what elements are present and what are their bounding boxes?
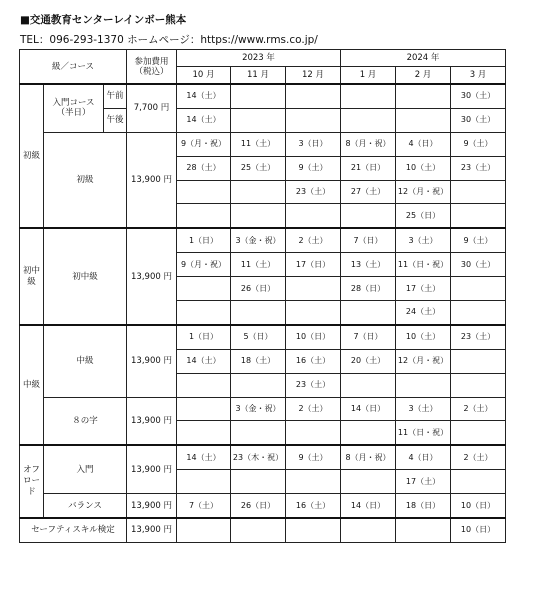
date-cell: 23（土） (451, 156, 506, 180)
date-cell (286, 301, 341, 325)
date-cell: 18（土） (231, 349, 286, 373)
course-name: 入門 (44, 445, 127, 493)
date-cell: 28（土） (177, 156, 231, 180)
month-header: 2 月 (396, 67, 451, 85)
date-cell (231, 204, 286, 228)
date-cell: 7（日） (341, 228, 396, 252)
date-cell: 14（日） (341, 494, 396, 518)
fee-header (127, 50, 177, 85)
date-cell: 1（日） (177, 325, 231, 349)
date-cell (451, 421, 506, 445)
month-header: 10 月 (177, 67, 231, 85)
date-cell: 14（土） (177, 108, 231, 132)
date-cell (231, 84, 286, 108)
date-cell: 11（日・祝） (396, 253, 451, 277)
date-cell (341, 373, 396, 397)
date-cell: 3（日） (286, 132, 341, 156)
course-name: 初中級 (44, 228, 127, 325)
date-cell: 3（金・祝） (231, 397, 286, 421)
course-fee: 13,900 円 (127, 397, 177, 445)
schedule-row (20, 518, 506, 542)
date-cell: 13（土） (341, 253, 396, 277)
date-cell (231, 301, 286, 325)
date-cell (177, 373, 231, 397)
course-name (44, 84, 104, 132)
date-cell (341, 84, 396, 108)
date-cell: 27（土） (341, 180, 396, 204)
date-cell (451, 204, 506, 228)
schedule-row (20, 397, 506, 421)
date-cell (177, 397, 231, 421)
fee-header-line1: 参加費用 (134, 56, 169, 67)
date-cell (451, 373, 506, 397)
date-cell: 23（土） (286, 373, 341, 397)
date-cell: 16（土） (286, 494, 341, 518)
date-cell: 7（土） (177, 494, 231, 518)
schedule-row (20, 228, 506, 252)
date-cell (231, 373, 286, 397)
date-cell: 7（日） (341, 325, 396, 349)
date-cell (286, 204, 341, 228)
date-cell (231, 108, 286, 132)
group-label (20, 228, 44, 325)
session-am: 午前 (104, 84, 127, 108)
date-cell: 23（土） (286, 180, 341, 204)
date-cell: 9（月・祝） (177, 253, 231, 277)
date-cell: 10（土） (396, 325, 451, 349)
date-cell: 8（月・祝） (341, 132, 396, 156)
group-label (20, 84, 44, 228)
date-cell (286, 108, 341, 132)
date-cell: 1（日） (177, 228, 231, 252)
date-cell (341, 301, 396, 325)
course-fee: 7,700 円 (127, 84, 177, 132)
date-cell: 12（月・祝） (396, 349, 451, 373)
date-cell: 20（土） (341, 349, 396, 373)
group-label-text: 初級 (22, 150, 40, 161)
date-cell: 8（月・祝） (341, 445, 396, 469)
date-cell: 2（土） (451, 445, 506, 469)
group-label (20, 445, 44, 518)
date-cell (231, 421, 286, 445)
date-cell (286, 421, 341, 445)
course-fee: 13,900 円 (127, 518, 177, 542)
date-cell: 9（土） (286, 156, 341, 180)
date-cell: 17（土） (396, 277, 451, 301)
date-cell (231, 180, 286, 204)
date-cell (451, 180, 506, 204)
date-cell (396, 518, 451, 542)
date-cell: 28（日） (341, 277, 396, 301)
date-cell (451, 470, 506, 494)
date-cell: 9（土） (286, 445, 341, 469)
date-cell (177, 421, 231, 445)
date-cell (341, 421, 396, 445)
date-cell (396, 373, 451, 397)
date-cell: 26（日） (231, 494, 286, 518)
course-name: ８の字 (44, 397, 127, 445)
course-fee: 13,900 円 (127, 132, 177, 228)
course-name: セーフティスキル検定 (20, 518, 127, 542)
date-cell: 25（土） (231, 156, 286, 180)
date-cell: 21（日） (341, 156, 396, 180)
group-label-text: 初中級 (22, 265, 40, 287)
date-cell: 24（土） (396, 301, 451, 325)
schedule-row (20, 494, 506, 518)
schedule-row (20, 84, 506, 108)
month-header: 12 月 (286, 67, 341, 85)
date-cell (286, 470, 341, 494)
month-header: 11 月 (231, 67, 286, 85)
date-cell (451, 301, 506, 325)
date-cell: 17（土） (396, 470, 451, 494)
group-label-text: 中級 (22, 379, 40, 390)
schedule-row (20, 132, 506, 156)
course-fee: 13,900 円 (127, 228, 177, 325)
date-cell: 10（日） (451, 518, 506, 542)
date-cell (286, 277, 341, 301)
date-cell (341, 204, 396, 228)
date-cell: 10（日） (451, 494, 506, 518)
month-header: 1 月 (341, 67, 396, 85)
date-cell (341, 470, 396, 494)
schedule-row (20, 325, 506, 349)
date-cell (177, 180, 231, 204)
date-cell: 9（土） (451, 228, 506, 252)
date-cell: 11（土） (231, 253, 286, 277)
year-2024: 2024 年 (341, 50, 506, 67)
date-cell: 30（土） (451, 108, 506, 132)
date-cell: 18（日） (396, 494, 451, 518)
date-cell (231, 518, 286, 542)
course-name-text: （半日） (56, 108, 91, 119)
course-name: 初級 (44, 132, 127, 228)
month-header: 3 月 (451, 67, 506, 85)
course-header: 級／コース (20, 50, 127, 85)
session-pm: 午後 (104, 108, 127, 132)
date-cell: 4（日） (396, 445, 451, 469)
date-cell: 14（土） (177, 349, 231, 373)
date-cell: 3（金・祝） (231, 228, 286, 252)
contact-info: TEL：096-293-1370 ホームページ：https://www.rms.co.jp/ (20, 34, 318, 46)
date-cell (286, 84, 341, 108)
course-name: 中級 (44, 325, 127, 397)
date-cell (177, 518, 231, 542)
date-cell (451, 277, 506, 301)
date-cell: 2（土） (286, 228, 341, 252)
date-cell: 26（日） (231, 277, 286, 301)
date-cell: 10（日） (286, 325, 341, 349)
year-2023: 2023 年 (177, 50, 341, 67)
schedule-table (19, 49, 506, 543)
date-cell (177, 301, 231, 325)
date-cell: 4（日） (396, 132, 451, 156)
date-cell: 12（月・祝） (396, 180, 451, 204)
date-cell: 3（土） (396, 397, 451, 421)
date-cell (177, 470, 231, 494)
date-cell: 23（木・祝） (231, 445, 286, 469)
date-cell (396, 108, 451, 132)
date-cell: 9（土） (451, 132, 506, 156)
date-cell: 9（月・祝） (177, 132, 231, 156)
course-name: バランス (44, 494, 127, 518)
date-cell: 11（日・祝） (396, 421, 451, 445)
date-cell: 17（日） (286, 253, 341, 277)
date-cell: 30（土） (451, 253, 506, 277)
course-name-text: 入門コース (52, 98, 95, 109)
date-cell (177, 277, 231, 301)
date-cell: 23（土） (451, 325, 506, 349)
date-cell (341, 518, 396, 542)
date-cell: 16（土） (286, 349, 341, 373)
date-cell (231, 470, 286, 494)
date-cell: 11（土） (231, 132, 286, 156)
date-cell (177, 204, 231, 228)
date-cell: 14（土） (177, 445, 231, 469)
date-cell: 25（日） (396, 204, 451, 228)
group-label (20, 325, 44, 445)
date-cell (451, 349, 506, 373)
group-label-text: オフロード (22, 465, 40, 498)
date-cell: 30（土） (451, 84, 506, 108)
date-cell: 3（土） (396, 228, 451, 252)
course-fee: 13,900 円 (127, 325, 177, 397)
date-cell (341, 108, 396, 132)
fee-header-line2: （税込） (134, 66, 169, 77)
schedule-row (20, 445, 506, 469)
date-cell: 14（土） (177, 84, 231, 108)
date-cell (286, 518, 341, 542)
date-cell: 2（土） (286, 397, 341, 421)
course-fee: 13,900 円 (127, 494, 177, 518)
page-title: ■交通教育センターレインボー熊本 (20, 14, 187, 26)
course-fee: 13,900 円 (127, 445, 177, 493)
date-cell: 2（土） (451, 397, 506, 421)
date-cell: 5（日） (231, 325, 286, 349)
date-cell: 10（土） (396, 156, 451, 180)
date-cell (396, 84, 451, 108)
date-cell: 14（日） (341, 397, 396, 421)
